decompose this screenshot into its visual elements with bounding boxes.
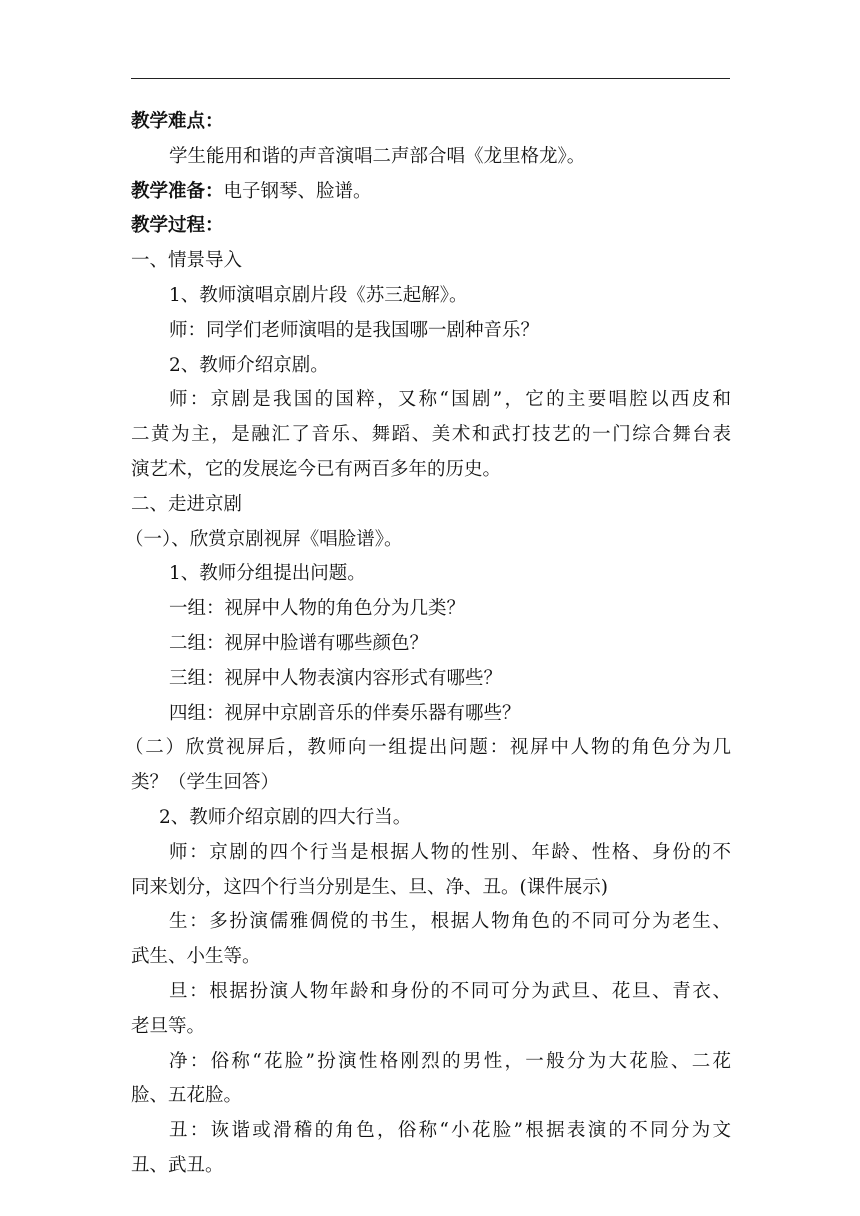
process-heading	[131, 209, 731, 244]
paragraph-line: 师：京剧的四个行当是根据人物的性别、年龄、性格、身份的不	[169, 841, 731, 863]
paragraph: 1、教师演唱京剧片段《苏三起解》。	[169, 284, 468, 306]
group-question: 二组：视屏中脸谱有哪些颜色？	[169, 632, 429, 654]
role-sheng-line: 生：多扮演儒雅倜傥的书生，根据人物角色的不同可分为老生、	[169, 911, 731, 933]
section-2-title: 二、走进京剧	[131, 493, 243, 515]
prep-line	[131, 175, 731, 210]
prep-text: 电子钢琴、脸谱。	[223, 180, 372, 202]
process-label: 教学过程：	[131, 215, 224, 237]
subsection-2-line: 类？（学生回答）	[131, 772, 280, 794]
section-1-title: 一、情景导入	[131, 250, 243, 272]
prep-label: 教学准备：	[131, 180, 224, 202]
group-question: 三组：视屏中人物表演内容形式有哪些？	[169, 667, 503, 689]
role-jing-line: 净：俗称“花脸”扮演性格刚烈的男性，一般分为大花脸、二花	[169, 1050, 731, 1072]
paragraph-line: 同来划分，这四个行当分别是生、旦、净、丑。(课件展示)	[131, 876, 608, 898]
paragraph: 1、教师分组提出问题。	[169, 563, 366, 585]
role-dan-line: 旦：根据扮演人物年龄和身份的不同可分为武旦、花旦、青衣、	[169, 980, 731, 1002]
role-chou-line: 丑：诙谐或滑稽的角色，俗称“小花脸”根据表演的不同分为文	[169, 1120, 731, 1142]
document-body	[125, 105, 731, 1184]
group-question: 一组：视屏中人物的角色分为几类？	[169, 598, 466, 620]
role-sheng-line: 武生、小生等。	[131, 946, 261, 968]
paragraph-line: 二黄为主，是融汇了音乐、舞蹈、美术和武打技艺的一门综合舞台表	[131, 424, 731, 446]
role-jing-line: 脸、五花脸。	[131, 1085, 243, 1107]
paragraph-line: 师：京剧是我国的国粹，又称“国剧”，它的主要唱腔以西皮和	[169, 389, 731, 411]
difficulty-label: 教学难点：	[131, 111, 224, 132]
paragraph-line: 演艺术，它的发展迄今已有两百多年的历史。	[131, 458, 502, 480]
header-rule	[131, 78, 730, 79]
subsection-1-title: （一）、欣赏京剧视屏《唱脸谱》。	[125, 528, 403, 550]
difficulty-heading	[131, 105, 731, 140]
role-dan-line: 老旦等。	[131, 1015, 206, 1037]
group-question: 四组：视屏中京剧音乐的伴奏乐器有哪些？	[169, 702, 521, 724]
role-chou-line: 丑、武丑。	[131, 1154, 224, 1176]
difficulty-text: 学生能用和谐的声音演唱二声部合唱《龙里格龙》。	[169, 145, 586, 167]
subsection-2-line: （二）欣赏视屏后，教师向一组提出问题：视屏中人物的角色分为几	[125, 737, 731, 759]
paragraph: 师：同学们老师演唱的是我国哪一剧种音乐？	[169, 319, 540, 341]
paragraph: 2、教师介绍京剧。	[169, 354, 329, 376]
paragraph: 2、教师介绍京剧的四大行当。	[159, 806, 412, 828]
